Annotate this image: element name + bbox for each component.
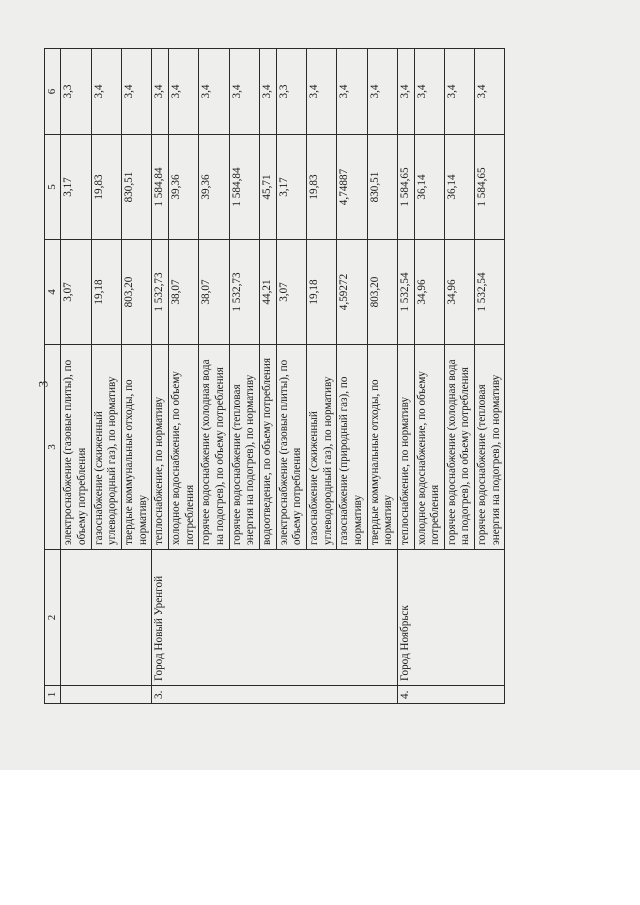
value-col4-cell: 1 532,54 bbox=[475, 240, 505, 345]
value-col5-cell: 39,36 bbox=[169, 135, 199, 240]
municipality-cell bbox=[61, 550, 152, 686]
municipality-cell: Город Ноябрьск bbox=[397, 550, 505, 686]
service-cell: электроснабжение (газовые плиты), по объему потребления bbox=[61, 345, 91, 550]
value-col4-cell: 19,18 bbox=[91, 240, 121, 345]
header-cell-3: 3 bbox=[45, 345, 61, 550]
service-cell: теплоснабжение, по нормативу bbox=[397, 345, 414, 550]
service-cell: горячее водоснабжение (холодная вода на подогрев), по объему потребления bbox=[199, 345, 229, 550]
service-cell: холодное водоснабжение, по объему потребления bbox=[169, 345, 199, 550]
value-col6-cell: 3,4 bbox=[414, 49, 444, 135]
service-cell: твердые коммунальные отходы, по нормативу bbox=[122, 345, 152, 550]
header-cell-6: 6 bbox=[45, 49, 61, 135]
value-col5-cell: 1 584,84 bbox=[152, 135, 169, 240]
value-col4-cell: 34,96 bbox=[414, 240, 444, 345]
value-col6-cell: 3,4 bbox=[169, 49, 199, 135]
header-cell-4: 4 bbox=[45, 240, 61, 345]
row-number-cell: 3. bbox=[152, 686, 398, 704]
service-cell: теплоснабжение, по нормативу bbox=[152, 345, 169, 550]
municipality-cell: Город Новый Уренгой bbox=[152, 550, 398, 686]
value-col6-cell: 3,4 bbox=[397, 49, 414, 135]
rotated-table-wrapper bbox=[44, 49, 640, 704]
value-col5-cell: 1 584,65 bbox=[397, 135, 414, 240]
service-cell: твердые коммунальные отходы, по нормативу bbox=[367, 345, 397, 550]
value-col6-cell: 3,4 bbox=[475, 49, 505, 135]
value-col5-cell: 830,51 bbox=[122, 135, 152, 240]
value-col4-cell: 1 532,73 bbox=[229, 240, 259, 345]
value-col5-cell: 3,17 bbox=[61, 135, 91, 240]
value-col6-cell: 3,4 bbox=[259, 49, 276, 135]
row-number-cell bbox=[61, 686, 152, 704]
header-cell-5: 5 bbox=[45, 135, 61, 240]
value-col6-cell: 3,4 bbox=[152, 49, 169, 135]
value-col6-cell: 3,4 bbox=[444, 49, 474, 135]
value-col5-cell: 1 584,84 bbox=[229, 135, 259, 240]
value-col4-cell: 38,07 bbox=[199, 240, 229, 345]
service-cell: холодное водоснабжение, по объему потребления bbox=[414, 345, 444, 550]
value-col6-cell: 3,4 bbox=[306, 49, 336, 135]
value-col4-cell: 3,07 bbox=[61, 240, 91, 345]
tariff-table bbox=[44, 48, 505, 704]
value-col6-cell: 3,4 bbox=[229, 49, 259, 135]
service-cell: газоснабжение (сжиженный углеводородный газ), по нормативу bbox=[91, 345, 121, 550]
service-cell: газоснабжение (сжиженный углеводородный газ), по нормативу bbox=[306, 345, 336, 550]
row-number-cell: 4. bbox=[397, 686, 505, 704]
value-col5-cell: 19,83 bbox=[91, 135, 121, 240]
value-col6-cell: 3,3 bbox=[276, 49, 306, 135]
value-col5-cell: 830,51 bbox=[367, 135, 397, 240]
value-col6-cell: 3,3 bbox=[61, 49, 91, 135]
value-col6-cell: 3,4 bbox=[91, 49, 121, 135]
header-cell-2: 2 bbox=[45, 550, 61, 686]
value-col5-cell: 36,14 bbox=[444, 135, 474, 240]
table-row bbox=[397, 49, 414, 704]
value-col4-cell: 4,59272 bbox=[337, 240, 367, 345]
service-cell: горячее водоснабжение (тепловая энергия на подогрев), по нормативу bbox=[475, 345, 505, 550]
page-number: 3 bbox=[35, 380, 51, 388]
value-col5-cell: 45,71 bbox=[259, 135, 276, 240]
header-cell-1: 1 bbox=[45, 686, 61, 704]
table-body bbox=[45, 49, 505, 704]
value-col6-cell: 3,4 bbox=[367, 49, 397, 135]
value-col4-cell: 34,96 bbox=[444, 240, 474, 345]
value-col6-cell: 3,4 bbox=[337, 49, 367, 135]
value-col4-cell: 38,07 bbox=[169, 240, 199, 345]
value-col4-cell: 19,18 bbox=[306, 240, 336, 345]
value-col5-cell: 1 584,65 bbox=[475, 135, 505, 240]
value-col4-cell: 44,21 bbox=[259, 240, 276, 345]
service-cell: газоснабжение (природный газ), по нормативу bbox=[337, 345, 367, 550]
service-cell: горячее водоснабжение (холодная вода на подогрев), по объему потребления bbox=[444, 345, 474, 550]
table-row bbox=[152, 49, 169, 704]
service-cell: горячее водоснабжение (тепловая энергия на подогрев), по нормативу bbox=[229, 345, 259, 550]
value-col4-cell: 1 532,54 bbox=[397, 240, 414, 345]
value-col5-cell: 4,74887 bbox=[337, 135, 367, 240]
table-row bbox=[61, 49, 91, 704]
value-col5-cell: 39,36 bbox=[199, 135, 229, 240]
value-col4-cell: 1 532,73 bbox=[152, 240, 169, 345]
value-col5-cell: 36,14 bbox=[414, 135, 444, 240]
header-row bbox=[45, 49, 61, 704]
service-cell: электроснабжение (газовые плиты), по объему потребления bbox=[276, 345, 306, 550]
value-col6-cell: 3,4 bbox=[122, 49, 152, 135]
service-cell: водоотведение, по объему потребления bbox=[259, 345, 276, 550]
value-col4-cell: 803,20 bbox=[122, 240, 152, 345]
value-col6-cell: 3,4 bbox=[199, 49, 229, 135]
value-col5-cell: 3,17 bbox=[276, 135, 306, 240]
value-col4-cell: 803,20 bbox=[367, 240, 397, 345]
value-col4-cell: 3,07 bbox=[276, 240, 306, 345]
value-col5-cell: 19,83 bbox=[306, 135, 336, 240]
